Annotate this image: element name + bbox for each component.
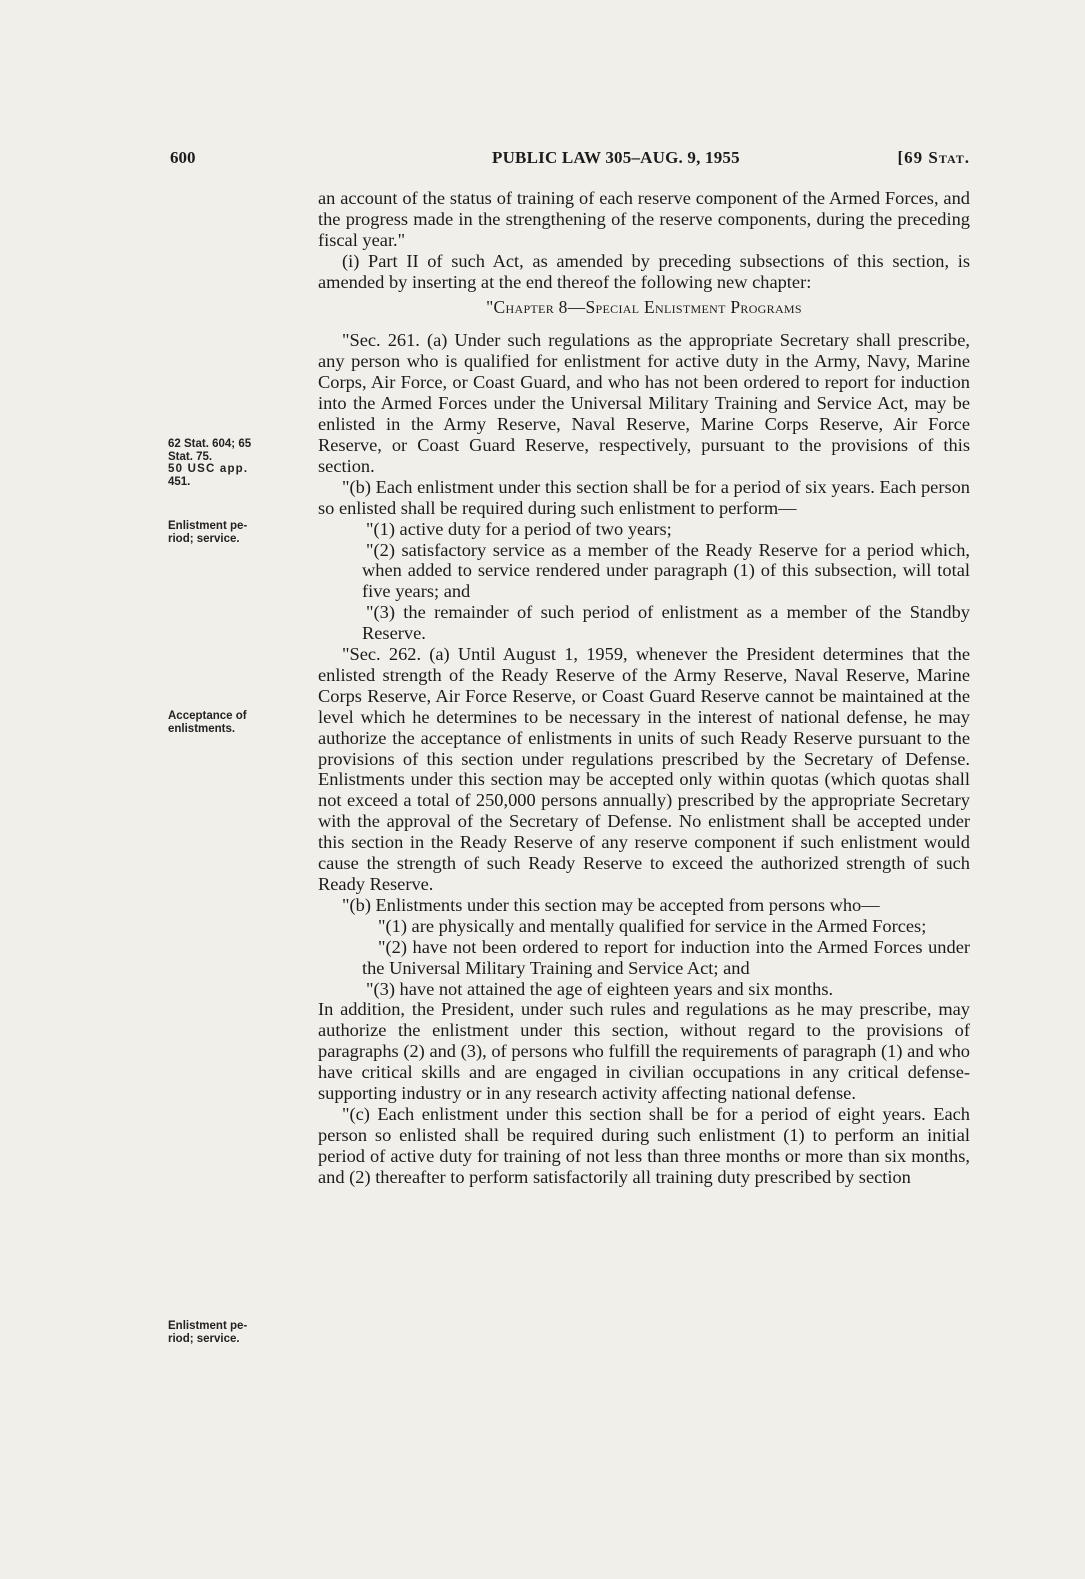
margin-note-line: riod; service. [168, 1332, 240, 1345]
margin-note-line: Enlistment pe- [168, 520, 248, 532]
section-261-b-3 [318, 602, 970, 644]
page-header [170, 148, 970, 174]
margin-note-line: riod; service. [168, 532, 240, 545]
paragraph-text: "(1) are physically and mentally qualified for service in the Armed Forces; [378, 915, 927, 936]
paragraph-text: "(2) satisfactory service as a member of the Ready Reserve for a period which, when added to service rendered under paragraph (1) of this subsection, will total five years; and [362, 539, 970, 602]
paragraph-text: "(3) the remainder of such period of enlistment as a member of the Standby Reserve. [362, 602, 970, 644]
margin-note-enlistment-period [168, 520, 308, 545]
section-261-b-2 [318, 540, 970, 603]
section-262-c: "(c) Each enlistment under this section shall be for a period of eight years. Each person so enlisted shall be required during such enlistment (1) to perform an initial period of active duty for training of not less than three months or more than six months, and (2) thereafter to perform satisfactorily all training duty prescribed by section [318, 1103, 970, 1187]
section-262-b: "(b) Enlistments under this section may be accepted from persons who— [342, 894, 880, 915]
paragraph-text: "(2) have not been ordered to report for induction into the Armed Forces under the Universal Military Training and Service Act; and [362, 936, 970, 978]
section-262-a: "Sec. 262. (a) Until August 1, 1959, whenever the President determines that the enlisted strength of the Ready Reserve of the Army Reserve, Naval Reserve, Marine Corps Reserve, Air Force Reserve, or Coast Guard Reserve cannot be maintained at the level which he determines to be necessary in the interest of national defense, he may authorize the acceptance of enlistments in units of such Ready Reserve pursuant to the provisions of this section under regulations prescribed by the Secretary of Defense. Enlistments under this section may be accepted only within quotas (which quotas shall not exceed a total of 250,000 persons annually) prescribed by the appropriate Secretary with the approval of the Secretary of Defense. No enlistment shall be accepted under this section in the Ready Reserve of any reserve component if such enlistment would cause the strength of such Ready Reserve to exceed the authorized strength of such Ready Reserve. [318, 644, 970, 894]
body-text [318, 188, 970, 1188]
paragraph: an account of the status of training of each reserve component of the Armed Forces, and the progress made in the strengthening of the reserve components, during the preceding fiscal year." [318, 188, 970, 250]
margin-note-line: enlistments. [168, 722, 236, 735]
section-261-a: "Sec. 261. (a) Under such regulations as the appropriate Secretary shall prescribe, any person who is qualified for enlistment for active duty in the Army, Navy, Marine Corps, Air Force, or Coast Guard, and who has not been ordered to report for induction into the Armed Forces under the Universal Military Training and Service Act, may be enlisted in the Army Reserve, Naval Reserve, Marine Corps Reserve, Air Force Reserve, or Coast Guard Reserve, respectively, pursuant to the provisions of this section. [318, 330, 970, 476]
margin-note-line: Enlistment pe- [168, 1320, 248, 1332]
margin-note-line: Acceptance of [168, 710, 247, 722]
page-title: PUBLIC LAW 305–AUG. 9, 1955 [492, 148, 740, 167]
section-261-b: "(b) Each enlistment under this section shall be for a period of six years. Each person so enlisted shall be required during such enlistment to perform— [318, 476, 970, 518]
margin-note-acceptance [168, 710, 308, 735]
margin-note-line: 62 Stat. 604; 65 [168, 438, 252, 450]
paragraph: In addition, the President, under such rules and regulations as he may prescribe, may authorize the enlistment under this section, without regard to the provisions of paragraphs (2) and (3), of persons who fulfill the requirements of paragraph (1) and who have critical skills and are engaged in civilian occupations in any critical defense-supporting industry or in any research activity affecting national defense. [318, 999, 970, 1104]
section-262-b-1 [318, 916, 970, 937]
chapter-heading: "Chapter 8—Special Enlistment Programs [486, 296, 802, 317]
statute-reference: [69 Stat. [897, 148, 970, 167]
section-262-b-3: "(3) have not attained the age of eighteen years and six months. [366, 978, 834, 999]
margin-note-line: 451. [168, 475, 191, 488]
section-261-b-1: "(1) active duty for a period of two years; [366, 518, 672, 539]
section-262-b-2 [318, 937, 970, 979]
margin-note-citation [168, 438, 308, 488]
margin-note-line: Stat. 75. [168, 450, 213, 463]
page-number: 600 [170, 148, 196, 167]
paragraph: (i) Part II of such Act, as amended by preceding subsections of this section, is amended by inserting at the end thereof the following new chapter: [318, 250, 970, 292]
margin-note-enlistment-period-2 [168, 1320, 308, 1345]
margin-note-line: 50 USC app. [168, 463, 249, 475]
